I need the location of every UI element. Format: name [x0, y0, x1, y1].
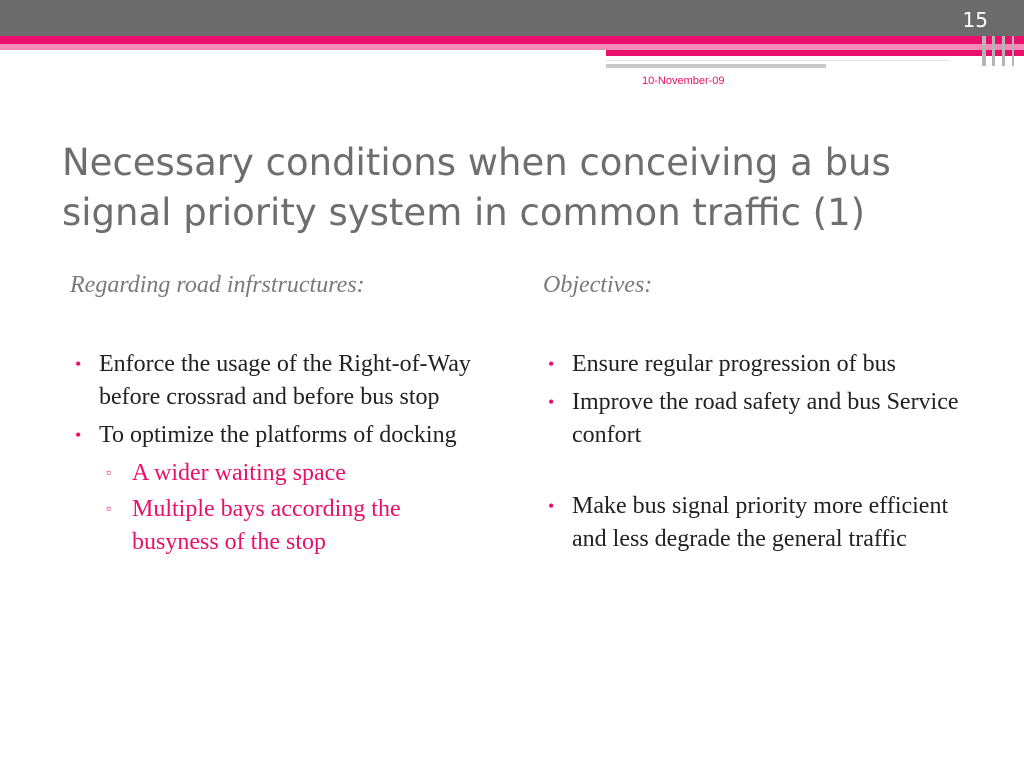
slide-title — [62, 138, 982, 238]
vertical-stripe — [982, 36, 986, 66]
right-column-heading: Objectives: — [543, 272, 653, 298]
list-item: • To optimize the platforms of docking — [70, 419, 490, 452]
list-item: • Improve the road safety and bus Service confort — [543, 386, 963, 452]
left-column-heading: Regarding road infrstructures: — [70, 272, 365, 298]
list-item: • Ensure regular progression of bus — [543, 348, 963, 381]
list-item: • Make bus signal priority more efficient and less degrade the general traffic — [543, 490, 963, 556]
left-column — [70, 348, 490, 562]
grey-line — [606, 64, 826, 68]
header-bar — [0, 0, 1024, 36]
white-line — [606, 57, 950, 61]
vertical-stripe — [1012, 36, 1014, 66]
vertical-stripe — [1002, 36, 1005, 66]
title-line-1: Necessary conditions when conceiving a bus — [62, 141, 891, 184]
vertical-stripe — [992, 36, 995, 66]
slide-number: 15 — [962, 8, 988, 32]
sub-list-item: ▫ A wider waiting space — [70, 457, 490, 490]
accent-stripe — [0, 36, 1024, 44]
accent-stripe-tail — [606, 50, 1024, 56]
list-item: • Enforce the usage of the Right-of-Way before crossrad and before bus stop — [70, 348, 490, 414]
sub-list-item: ▫ Multiple bays according the busyness of the stop — [70, 493, 490, 559]
title-line-2: signal priority system in common traffic (1) — [62, 191, 866, 234]
right-column — [543, 348, 963, 561]
slide-date: 10-November-09 — [642, 75, 725, 87]
